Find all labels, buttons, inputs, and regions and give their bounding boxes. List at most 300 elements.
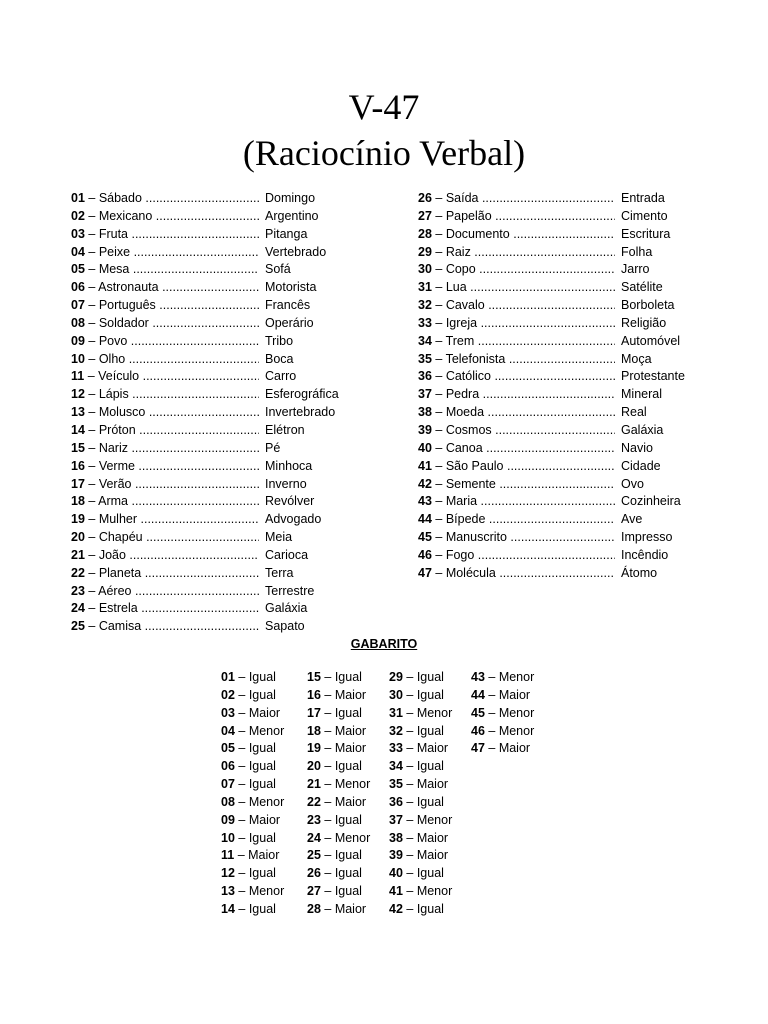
answer-item — [221, 705, 284, 723]
answer-value: Igual — [416, 866, 444, 881]
word-a: Estrela — [98, 601, 138, 616]
question-term — [418, 493, 615, 511]
question-term — [71, 547, 259, 565]
answer-number: 37 — [389, 812, 403, 827]
dash-separator: – — [402, 884, 417, 899]
word-b: Vertebrado — [265, 244, 327, 259]
question-number: 04 — [71, 244, 85, 259]
dash-separator: – — [431, 351, 446, 366]
question-term — [418, 226, 615, 244]
question-item — [418, 208, 718, 226]
answer-value: Igual — [248, 670, 276, 684]
question-term — [418, 511, 615, 529]
dash-separator: – — [431, 530, 446, 545]
question-term — [418, 458, 615, 476]
word-b: Carioca — [265, 547, 309, 562]
question-item — [418, 386, 718, 404]
question-number: 06 — [71, 280, 85, 295]
word-a: Peixe — [98, 244, 131, 259]
answer-item — [307, 847, 370, 865]
question-number: 11 — [71, 369, 85, 384]
question-term — [418, 547, 615, 565]
answer-value: Igual — [334, 866, 362, 881]
answer-number: 23 — [307, 812, 321, 827]
question-item — [71, 351, 381, 369]
document-title: V-47 — [348, 87, 420, 127]
question-item — [418, 368, 718, 386]
question-number: 47 — [418, 565, 432, 580]
word-b: Cozinheira — [621, 494, 681, 509]
question-term — [71, 386, 259, 404]
answer-item — [221, 687, 284, 705]
word-b: Impresso — [621, 530, 673, 545]
dash-separator: – — [84, 369, 99, 384]
answer-value: Maior — [416, 848, 449, 863]
question-term — [418, 279, 615, 297]
question-number: 10 — [71, 351, 85, 366]
dash-separator: – — [431, 476, 446, 491]
question-number: 36 — [418, 369, 432, 384]
word-b: Revólver — [265, 494, 315, 509]
question-number: 39 — [418, 422, 432, 437]
dash-separator: – — [84, 351, 99, 366]
question-number: 02 — [71, 208, 85, 223]
question-number: 14 — [71, 422, 85, 437]
answer-item — [389, 865, 452, 883]
answer-number: 36 — [389, 794, 403, 809]
question-term — [418, 422, 615, 440]
answer-number: 38 — [389, 830, 403, 845]
answer-number: 44 — [471, 687, 485, 702]
answer-number: 35 — [389, 777, 403, 792]
question-term — [71, 368, 259, 386]
answer-number: 18 — [307, 723, 321, 738]
dash-separator: – — [402, 866, 417, 881]
answer-number: 09 — [221, 812, 235, 827]
answer-value: Igual — [416, 794, 444, 809]
dash-separator: – — [84, 530, 99, 545]
word-b: Protestante — [621, 369, 685, 384]
word-b: Navio — [621, 440, 653, 455]
dash-separator: – — [320, 723, 335, 738]
answer-value: Maior — [416, 741, 449, 756]
question-term — [418, 529, 615, 547]
word-a: João — [98, 547, 126, 562]
answer-item — [307, 669, 370, 687]
answer-value: Igual — [334, 812, 362, 827]
answer-value: Igual — [248, 901, 276, 916]
answer-value: Maior — [334, 723, 367, 738]
dash-separator: – — [84, 422, 99, 437]
question-term — [418, 351, 615, 369]
dash-separator: – — [431, 405, 446, 420]
question-number: 30 — [418, 262, 432, 277]
question-term — [71, 511, 259, 529]
word-a: Telefonista — [445, 351, 506, 366]
answer-number: 06 — [221, 759, 235, 774]
answer-number: 02 — [221, 687, 235, 702]
answer-item — [221, 740, 284, 758]
answer-item — [389, 847, 452, 865]
question-term — [71, 261, 259, 279]
question-number: 19 — [71, 512, 85, 527]
question-number: 22 — [71, 565, 85, 580]
answer-value: Igual — [416, 723, 444, 738]
question-term — [418, 315, 615, 333]
word-b: Ovo — [621, 476, 644, 491]
dash-separator: – — [402, 777, 417, 792]
answer-item — [471, 723, 534, 741]
word-a: Molécula — [445, 565, 496, 580]
word-b: Mineral — [621, 387, 662, 402]
dash-separator: – — [320, 759, 335, 774]
answer-item — [389, 776, 452, 794]
dash-separator: – — [431, 387, 446, 402]
answer-item — [389, 705, 452, 723]
word-b: Terra — [265, 565, 294, 580]
dash-separator: – — [431, 369, 446, 384]
question-number: 20 — [71, 530, 85, 545]
dash-separator: – — [234, 687, 249, 702]
answer-value: Menor — [248, 794, 285, 809]
question-item — [71, 583, 381, 601]
question-number: 40 — [418, 440, 432, 455]
question-item — [71, 208, 381, 226]
dash-separator: – — [234, 794, 249, 809]
question-item — [71, 422, 381, 440]
answer-value: Igual — [334, 759, 362, 774]
dash-separator: – — [320, 741, 335, 756]
dash-separator: – — [431, 494, 446, 509]
answer-number: 13 — [221, 884, 235, 899]
answer-number: 32 — [389, 723, 403, 738]
answer-item — [221, 830, 284, 848]
answer-value: Maior — [334, 794, 367, 809]
word-a: Documento — [445, 226, 510, 241]
answer-number: 27 — [307, 884, 321, 899]
answer-item — [221, 758, 284, 776]
question-term — [71, 279, 259, 297]
dash-separator: – — [84, 458, 99, 473]
answer-item — [307, 883, 370, 901]
word-a: Maria — [445, 494, 478, 509]
answer-value: Maior — [498, 687, 531, 702]
question-number: 33 — [418, 315, 432, 330]
answer-number: 14 — [221, 901, 235, 916]
dash-separator: – — [431, 315, 446, 330]
dash-separator: – — [320, 687, 335, 702]
question-item — [71, 493, 381, 511]
answer-value: Maior — [334, 901, 367, 916]
question-term — [418, 190, 615, 208]
dash-separator: – — [320, 848, 335, 863]
word-b: Escritura — [621, 226, 671, 241]
dash-separator: – — [431, 422, 446, 437]
answer-item — [307, 705, 370, 723]
question-term — [71, 422, 259, 440]
dash-separator: – — [431, 512, 446, 527]
word-b: Folha — [621, 244, 653, 259]
question-term — [71, 404, 259, 422]
answer-item — [471, 740, 534, 758]
dash-separator: – — [431, 191, 446, 205]
word-a: Manuscrito — [445, 530, 507, 545]
dash-separator: – — [431, 565, 446, 580]
question-item — [71, 333, 381, 351]
answer-number: 45 — [471, 705, 485, 720]
answer-item — [307, 723, 370, 741]
dash-separator: – — [234, 741, 249, 756]
question-term — [71, 618, 259, 636]
dash-separator: – — [84, 440, 99, 455]
dash-separator: – — [431, 440, 446, 455]
answer-number: 40 — [389, 866, 403, 881]
word-a: Mesa — [98, 262, 130, 277]
question-item — [418, 333, 718, 351]
answer-value: Menor — [248, 723, 285, 738]
answer-value: Igual — [248, 687, 276, 702]
dash-separator: – — [402, 723, 417, 738]
word-b: Carro — [265, 369, 297, 384]
dash-separator: – — [320, 884, 335, 899]
word-a: Igreja — [445, 315, 478, 330]
question-number: 08 — [71, 315, 85, 330]
dash-separator: – — [84, 226, 99, 241]
question-item — [418, 529, 718, 547]
word-b: Argentino — [265, 208, 319, 223]
answer-number: 43 — [471, 670, 485, 684]
answer-value: Maior — [498, 741, 531, 756]
answer-value: Igual — [248, 777, 276, 792]
dash-separator: – — [402, 670, 417, 684]
word-b: Ave — [621, 512, 643, 527]
question-number: 38 — [418, 405, 432, 420]
word-b: Sapato — [265, 619, 305, 634]
question-number: 29 — [418, 244, 432, 259]
word-a: Pedra — [445, 387, 480, 402]
answer-number: 15 — [307, 670, 321, 684]
dash-separator: – — [484, 705, 499, 720]
dash-separator: – — [320, 866, 335, 881]
dash-separator: – — [431, 244, 446, 259]
answer-value: Igual — [334, 705, 362, 720]
question-number: 25 — [71, 619, 85, 634]
answer-value: Igual — [248, 830, 276, 845]
answer-number: 20 — [307, 759, 321, 774]
dash-separator: – — [402, 759, 417, 774]
dash-separator: – — [234, 777, 249, 792]
word-b: Invertebrado — [265, 405, 336, 420]
word-a: Raiz — [445, 244, 471, 259]
dash-separator: – — [402, 848, 417, 863]
word-b: Elétron — [265, 422, 305, 437]
word-b: Inverno — [265, 476, 307, 491]
word-b: Átomo — [621, 565, 658, 580]
question-term — [71, 226, 259, 244]
question-number: 43 — [418, 494, 432, 509]
dash-separator: – — [84, 547, 99, 562]
question-number: 26 — [418, 191, 432, 205]
answer-item — [471, 705, 534, 723]
answer-value: Igual — [416, 901, 444, 916]
question-item — [71, 261, 381, 279]
dash-separator: – — [84, 333, 99, 348]
answer-number: 30 — [389, 687, 403, 702]
answer-number: 10 — [221, 830, 235, 845]
question-term — [71, 529, 259, 547]
dash-separator: – — [84, 191, 99, 205]
dash-separator: – — [84, 387, 99, 402]
answer-item — [307, 794, 370, 812]
dash-separator: – — [402, 741, 417, 756]
dash-separator: – — [234, 848, 249, 863]
question-term — [418, 440, 615, 458]
answer-item — [389, 830, 452, 848]
word-b: Satélite — [621, 280, 663, 295]
answer-value: Menor — [416, 705, 453, 720]
question-number: 13 — [71, 405, 85, 420]
word-a: Saída — [445, 191, 479, 205]
word-b: Religião — [621, 315, 667, 330]
dash-separator: – — [234, 830, 249, 845]
word-b: Moça — [621, 351, 652, 366]
answer-item — [221, 776, 284, 794]
dash-separator: – — [84, 619, 99, 634]
question-term — [418, 368, 615, 386]
answer-item — [307, 687, 370, 705]
answer-number: 41 — [389, 884, 403, 899]
word-a: Próton — [98, 422, 136, 437]
question-term — [418, 476, 615, 494]
dash-separator: – — [234, 670, 249, 684]
word-a: Mulher — [98, 512, 138, 527]
word-a: Lua — [445, 280, 467, 295]
question-term — [71, 333, 259, 351]
word-a: Fogo — [445, 547, 475, 562]
answer-item — [307, 740, 370, 758]
word-b: Pitanga — [265, 226, 308, 241]
answer-item — [307, 865, 370, 883]
question-term — [71, 565, 259, 583]
dash-separator: – — [431, 458, 446, 473]
question-item — [418, 315, 718, 333]
question-item — [418, 226, 718, 244]
word-a: Católico — [445, 369, 491, 384]
answer-number: 08 — [221, 794, 235, 809]
question-item — [71, 529, 381, 547]
answer-item — [221, 669, 284, 687]
answer-key-column — [307, 669, 370, 919]
dash-separator: – — [431, 262, 446, 277]
dash-separator: – — [84, 583, 99, 598]
word-a: Veículo — [98, 369, 140, 384]
question-number: 15 — [71, 440, 85, 455]
question-item — [418, 565, 718, 583]
word-a: São Paulo — [445, 458, 504, 473]
answer-item — [389, 740, 452, 758]
word-a: Olho — [98, 351, 126, 366]
answer-item — [389, 723, 452, 741]
question-item — [418, 458, 718, 476]
question-item — [71, 458, 381, 476]
question-item — [71, 190, 381, 208]
answer-value: Igual — [248, 866, 276, 881]
document-subtitle: (Raciocínio Verbal) — [242, 133, 526, 173]
dash-separator: – — [84, 244, 99, 259]
answer-item — [389, 883, 452, 901]
answer-value: Igual — [334, 884, 362, 899]
answer-value: Menor — [248, 884, 285, 899]
answer-item — [389, 687, 452, 705]
question-term — [71, 351, 259, 369]
answer-number: 47 — [471, 741, 485, 756]
answer-item — [221, 794, 284, 812]
question-number: 44 — [418, 512, 432, 527]
question-item — [71, 511, 381, 529]
dash-separator: – — [320, 830, 335, 845]
word-a: Molusco — [98, 405, 146, 420]
word-a: Verão — [98, 476, 132, 491]
answer-number: 21 — [307, 777, 321, 792]
question-item — [71, 476, 381, 494]
answer-number: 31 — [389, 705, 403, 720]
question-number: 32 — [418, 298, 432, 313]
answer-value: Igual — [248, 741, 276, 756]
answer-number: 24 — [307, 830, 321, 845]
question-number: 16 — [71, 458, 85, 473]
question-number: 27 — [418, 208, 432, 223]
word-a: Cavalo — [445, 298, 485, 313]
word-b: Minhoca — [265, 458, 313, 473]
question-item — [418, 351, 718, 369]
question-term — [71, 297, 259, 315]
answer-value: Igual — [416, 759, 444, 774]
question-term — [71, 458, 259, 476]
question-item — [71, 279, 381, 297]
answer-value: Menor — [416, 812, 453, 827]
question-item — [418, 476, 718, 494]
question-item — [71, 565, 381, 583]
word-a: Trem — [445, 333, 475, 348]
question-item — [71, 600, 381, 618]
question-term — [418, 208, 615, 226]
answer-key-title: GABARITO — [350, 637, 418, 651]
answer-number: 28 — [307, 901, 321, 916]
word-a: Sábado — [98, 191, 142, 205]
answer-number: 46 — [471, 723, 485, 738]
word-a: Verme — [98, 458, 135, 473]
dash-separator: – — [234, 759, 249, 774]
question-item — [418, 422, 718, 440]
question-term — [418, 404, 615, 422]
question-item — [71, 386, 381, 404]
question-item — [418, 261, 718, 279]
question-number: 17 — [71, 476, 85, 491]
dash-separator: – — [320, 901, 335, 916]
word-a: Cosmos — [445, 422, 492, 437]
answer-value: Menor — [416, 884, 453, 899]
dash-separator: – — [402, 830, 417, 845]
question-item — [71, 440, 381, 458]
word-b: Boca — [265, 351, 294, 366]
dash-separator: – — [234, 866, 249, 881]
question-item — [71, 618, 381, 636]
word-a: Aéreo — [98, 583, 132, 598]
word-a: Semente — [445, 476, 496, 491]
question-number: 23 — [71, 583, 85, 598]
question-term — [71, 583, 259, 601]
answer-number: 19 — [307, 741, 321, 756]
